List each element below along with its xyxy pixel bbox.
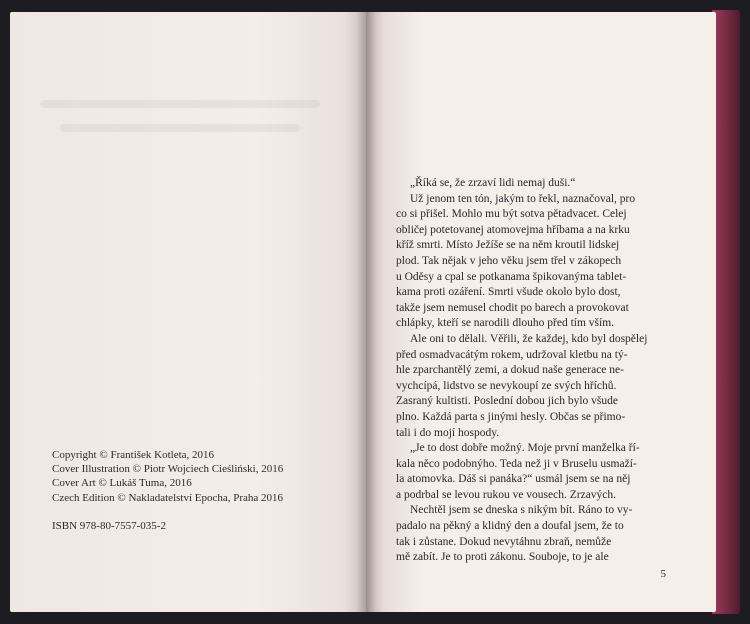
text-line: co si přišel. Mohlo mu být sotva pětadvacet. Celej (396, 208, 627, 221)
copyright-line: Czech Edition © Nakladatelství Epocha, Praha 2016 (52, 491, 284, 504)
text-line: chlápky, kteří se narodili dlouho před tím vším. (396, 317, 615, 330)
text-line: kama proti ozáření. Smrti všude okolo bylo dost, (396, 286, 621, 299)
bleed-through-line (60, 124, 300, 132)
text-line: plno. Každá parta s jinými hesly. Občas se přimo- (396, 410, 626, 423)
text-line: vychcípá, lidstvo se nevykoupí ze svých hříchů. (396, 379, 617, 392)
text-line: plod. Tak nějak v jeho věku jsem třel v zákopech (396, 254, 622, 267)
text-line: Ale oni to dělali. Věřili, že každej, kdo byl dospělej (410, 332, 648, 345)
text-line: „Říká se, že zrzaví lidi nemaj duši.“ (410, 177, 576, 189)
bleed-through-line (40, 100, 320, 108)
book-edge (712, 10, 740, 614)
copyright-line: Cover Illustration © Piotr Wojciech Cieśliński, 2016 (52, 463, 284, 476)
text-line: takže jsem nemusel chodit po barech a provokovat (396, 301, 629, 314)
text-line: kříž smrti. Místo Ježíše se na něm kroutil lidskej (396, 239, 620, 252)
text-line: u Oděsy a cpal se potkanama špikovanýma tablet- (396, 270, 627, 283)
text-line: Už jenom ten tón, jakým to řekl, naznačoval, pro (410, 192, 636, 205)
copyright-line: Copyright © František Kotleta, 2016 (52, 449, 215, 461)
page-number: 5 (660, 568, 666, 580)
isbn: ISBN 978-80-7557-035-2 (52, 519, 166, 532)
text-line: tak i zůstane. Dokud nevytáhnu zbraň, nemůže (396, 535, 612, 548)
text-line: a podrbal se levou rukou ve vousech. Zrzavých. (396, 488, 617, 501)
text-line: „Je to dost dobře možný. Moje první manželka ří- (410, 442, 640, 455)
text-line: mě zabít. Je to proti zákonu. Souboje, to je ale (396, 551, 609, 564)
text-line: la atomovka. Dáš si panáka?“ usmál jsem se na něj (396, 473, 631, 486)
text-line: padalo na pěkný a klidný den a doufal jsem, že to (396, 520, 624, 533)
text-line: Zasraný kultisti. Poslední dobou jich bylo všude (396, 395, 618, 408)
text-line: hle zparchantělý zemi, a dokud naše generace ne- (396, 364, 624, 377)
text-line: kala něco podobnýho. Teda než ji v Bruselu usmaží- (396, 457, 637, 470)
text-line: před osmadvacátým rokem, udržoval kletbu na tý- (396, 348, 628, 361)
text-line: Nechtěl jsem se dneska s nikým bít. Ráno to vy- (410, 504, 633, 517)
body-text (396, 176, 671, 566)
text-line: obličej potetovanej atomovejma hříbama a na krku (396, 223, 630, 236)
text-line: tali i do mojí hospody. (396, 426, 500, 439)
copyright-block (52, 448, 352, 533)
copyright-line: Cover Art © Lukáš Tuma, 2016 (52, 477, 192, 490)
